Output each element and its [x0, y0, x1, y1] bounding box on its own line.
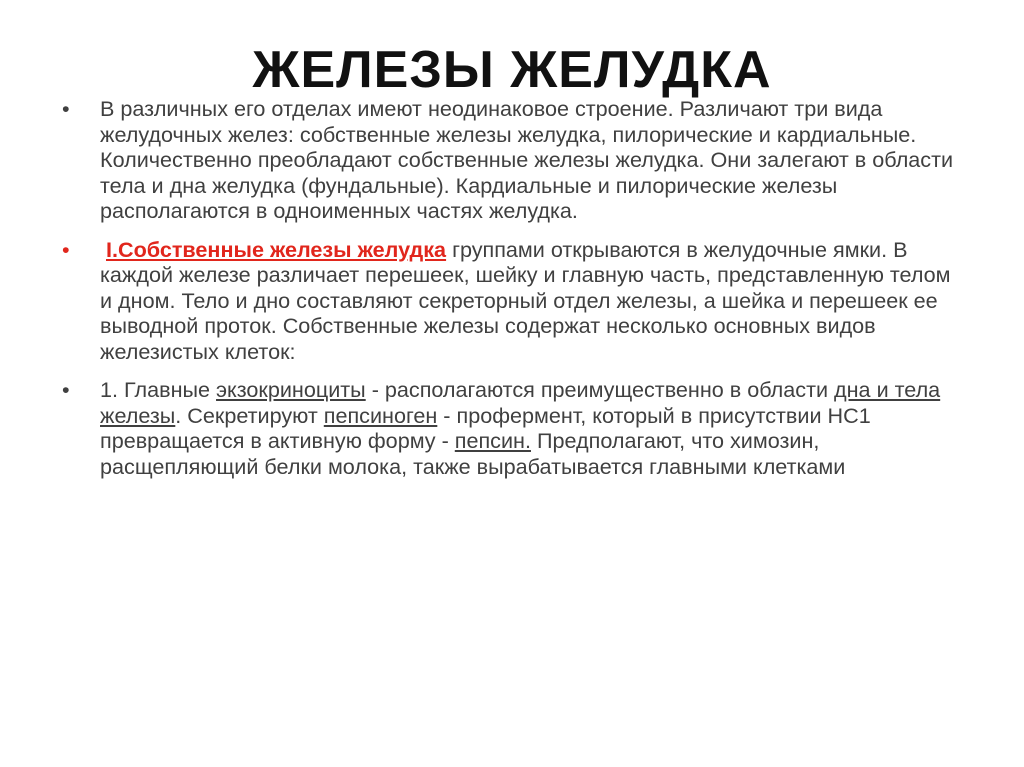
bullet-item-3: [62, 377, 962, 479]
bullet-3-text-5: Предполагают, что химозин, расщепляющий белки молока, также вырабатывается главными клетками: [100, 428, 846, 479]
bullet-item-1: [62, 96, 962, 224]
term-link-pepsinogen[interactable]: пепсиноген: [323, 402, 438, 428]
term-link-pepsin[interactable]: пепсин.: [454, 428, 531, 453]
bullet-item-2: [62, 237, 962, 365]
bullet-dot-icon: •: [62, 96, 70, 121]
bullet-3-text-3: . Секретируют: [175, 402, 324, 428]
bullet-3-text-2: - располагаются преимущественно в области: [365, 377, 835, 402]
bullet-list: [62, 96, 962, 492]
bullet-2-text: группами открываются в желудочные ямки. В каждой железе различает перешеек, шейку и главную часть, представленную телом и дном. Тело и дно составляют секреторный отдел железы, а шейка и перешеек ее выводной проток. Собственные железы содержат несколько основных видов железистых клеток:: [100, 236, 951, 364]
bullet-dot-icon: •: [62, 236, 70, 262]
term-link-bottom-body[interactable]: дна и тела железы: [100, 377, 941, 428]
term-link-exocrinocytes[interactable]: экзокриноциты: [216, 377, 366, 402]
section-number: I.: [106, 236, 118, 262]
bullet-3-text-1: 1. Главные: [100, 377, 217, 402]
bullet-dot-icon: •: [62, 377, 70, 402]
bullet-3-text-4: - профермент, который в присутствии НС1 превращается в активную форму -: [100, 402, 871, 453]
bullet-1-text: В различных его отделах имеют неодинаковое строение. Различают три вида желудочных желез: собственные железы желудка, пилорические и кардиальные. Количественно преобладают собственные железы желудка. Они залегают в области тела и дна желудка (фундальные). Кардиальные и пилорические железы располагаются в одноименных частях желудка.: [100, 96, 954, 223]
section-heading-link[interactable]: Собственные железы желудка: [118, 236, 447, 262]
slide-title: ЖЕЛЕЗЫ ЖЕЛУДКА: [252, 41, 772, 99]
